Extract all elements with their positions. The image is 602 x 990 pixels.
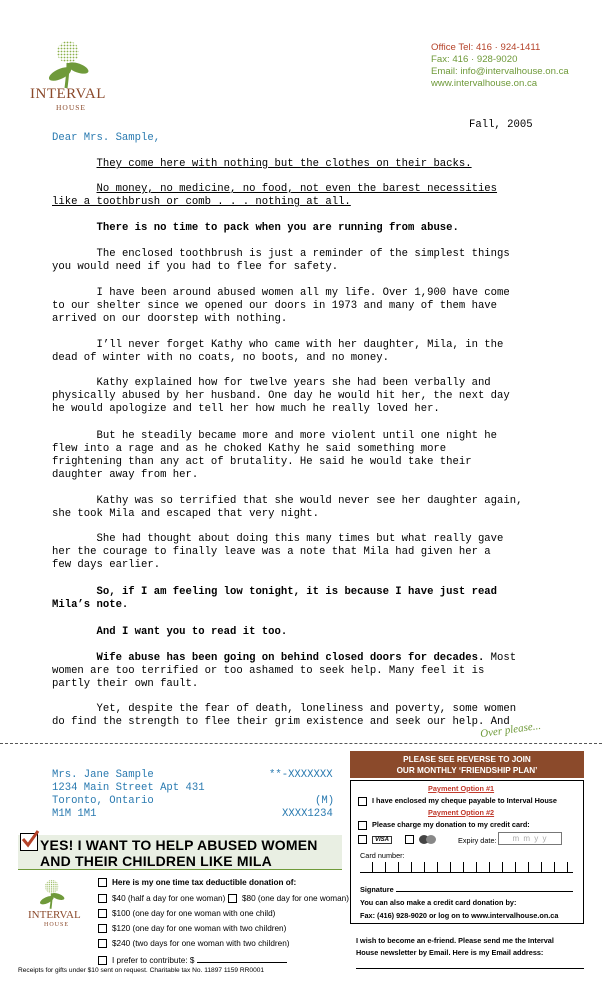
option-120-checkbox[interactable]	[98, 924, 107, 933]
tree-logo-icon-small	[28, 878, 78, 910]
paragraph-7: Kathy explained how for twelve years she had been verbally and physically abused by her husband. One day he would hit her, the next day he would apologize and tell her how much he really loved her.	[52, 377, 510, 415]
org-name: INTERVAL	[30, 86, 106, 102]
option-other-checkbox[interactable]	[98, 956, 107, 965]
letter-date: Fall, 2005	[469, 119, 533, 131]
paragraph-14: Yet, despite the fear of death, loneliness and poverty, some women do find the strength to flee their grim existence and seek our help. And	[52, 703, 517, 728]
paragraph-2: No money, no medicine, no food, not even the barest necessities like a toothbrush or comb . . . nothing at all.	[52, 183, 498, 208]
paragraph-6: I’ll never forget Kathy who came with her daughter, Mila, in the dead of winter with no coats, no boots, and no money.	[52, 339, 504, 364]
salutation: Dear Mrs. Sample,	[52, 132, 161, 144]
reply-org-name-sub: HOUSE	[44, 922, 70, 928]
banner-line-2: OUR MONTHLY ‘FRIENDSHIP PLAN’	[396, 766, 538, 775]
signature-label: Signature	[360, 885, 394, 894]
paragraph-5: I have been around abused women all my life. Over 1,900 have come to our shelter since we opened our doors in 1973 and many of them have arrived on our doorstep with nothing.	[52, 287, 510, 325]
paragraph-10: She had thought about doing this many times but what really gave her the courage to finally leave was a note that Mila had given her a few days earlier.	[52, 533, 504, 571]
option-40-checkbox[interactable]	[98, 894, 107, 903]
fax-number: Fax: 416 · 928-9020	[431, 54, 518, 65]
headline-check-icon	[20, 833, 38, 851]
option-100-checkbox[interactable]	[98, 909, 107, 918]
credit-card-checkbox[interactable]	[358, 821, 367, 830]
other-amount-field[interactable]	[197, 954, 287, 963]
reply-org-name: INTERVAL	[28, 909, 81, 921]
banner-line-1: PLEASE SEE REVERSE TO JOIN	[403, 755, 531, 764]
signature-field[interactable]	[396, 891, 573, 892]
paragraph-12: And I want you to read it too.	[96, 626, 288, 638]
payment-option-1-title: Payment Option #1	[428, 784, 495, 793]
reply-logo	[28, 878, 88, 938]
option-240-checkbox[interactable]	[98, 939, 107, 948]
paragraph-9: Kathy was so terrified that she would never see her daughter again, she took Mila and escaped that very night.	[52, 495, 523, 520]
office-tel: Office Tel: 416 · 924-1411	[431, 42, 541, 53]
card-number-label: Card number:	[360, 851, 405, 860]
monthly-plan-banner	[350, 751, 584, 778]
paragraph-13: Wife abuse has been going on behind closed doors for decades. Most women are too terrified or too ashamed to seek help. Many feel it is partly their own fault.	[52, 652, 517, 690]
recipient-street: 1234 Main Street Apt 431	[52, 782, 205, 794]
recipient-postal: M1M 1M1	[52, 808, 97, 820]
mastercard-checkbox[interactable]	[405, 835, 414, 844]
donation-option-240[interactable]: $240 (two days for one woman with two children)	[98, 939, 289, 948]
donation-intro-checkbox[interactable]	[98, 878, 107, 887]
efriend-line-1: I wish to become an e-friend. Please send me the Interval	[356, 936, 554, 945]
receipt-note: Receipts for gifts under $10 sent on request. Charitable tax No. 11897 1159 RR0001	[18, 967, 265, 974]
segment-flag: (M)	[315, 795, 335, 807]
efriend-line-2: House newsletter by Email. Here is my Email address:	[356, 948, 544, 957]
phone-donation-line-2: Fax: (416) 928-9020 or log on to www.intervalhouse.on.ca	[360, 911, 559, 920]
mastercard-option[interactable]	[405, 834, 437, 844]
paragraph-11: So, if I am feeling low tonight, it is because I have just read Mila’s note.	[52, 586, 498, 611]
over-please-note: Over please...	[479, 719, 542, 741]
paragraph-8: But he steadily became more and more violent until one night he flew into a rage and as he choked Kathy he said something more frightening than any act of brutality. He said he would take their daughter away from her.	[52, 430, 498, 481]
donation-option-40[interactable]: $40 (half a day for one woman)	[98, 894, 225, 903]
payment-option-2[interactable]: Please charge my donation to my credit card:	[358, 820, 530, 830]
paragraph-3: There is no time to pack when you are running from abuse.	[96, 222, 459, 234]
mastercard-icon	[419, 835, 437, 844]
payment-option-1[interactable]: I have enclosed my cheque payable to Interval House	[358, 796, 557, 806]
donor-code: **-XXXXXXX	[269, 769, 333, 781]
email-address: Email: info@intervalhouse.on.ca	[431, 66, 569, 77]
recipient-city: Toronto, Ontario	[52, 795, 154, 807]
donation-option-80[interactable]: $80 (one day for one woman)	[228, 894, 349, 903]
efriend-email-field[interactable]	[356, 968, 584, 969]
org-name-sub: HOUSE	[56, 103, 87, 112]
recipient-name: Mrs. Jane Sample	[52, 769, 154, 781]
visa-option[interactable]	[358, 834, 392, 844]
website-link[interactable]: www.intervalhouse.on.ca	[431, 78, 538, 89]
donation-option-100[interactable]: $100 (one day for one woman with one child)	[98, 909, 275, 918]
payment-option-2-title: Payment Option #2	[428, 808, 495, 817]
paragraph-4: The enclosed toothbrush is just a reminder of the simplest things you would need if you had to flee for safety.	[52, 248, 510, 273]
donation-option-other[interactable]: I prefer to contribute: $	[98, 954, 287, 965]
visa-checkbox[interactable]	[358, 835, 367, 844]
reply-headline-1: YES! I WANT TO HELP ABUSED WOMEN	[40, 837, 318, 853]
donor-code-2: XXXX1234	[282, 808, 333, 820]
org-logo	[30, 38, 110, 118]
paragraph-1: They come here with nothing but the clothes on their backs.	[96, 158, 472, 170]
card-number-field[interactable]	[360, 862, 573, 873]
perforation-line	[0, 743, 602, 744]
visa-icon: VISA	[372, 836, 392, 844]
cheque-checkbox[interactable]	[358, 797, 367, 806]
phone-donation-line-1: You can also make a credit card donation by:	[360, 898, 517, 907]
expiry-label: Expiry date:	[458, 836, 497, 845]
donation-option-120[interactable]: $120 (one day for one woman with two children)	[98, 924, 286, 933]
tree-logo-icon	[30, 38, 110, 90]
option-80-checkbox[interactable]	[228, 894, 237, 903]
reply-headline-2: AND THEIR CHILDREN LIKE MILA	[40, 853, 272, 869]
expiry-field[interactable]: m m y y	[498, 832, 562, 845]
donation-intro: Here is my one time tax deductible donation of:	[98, 878, 296, 887]
